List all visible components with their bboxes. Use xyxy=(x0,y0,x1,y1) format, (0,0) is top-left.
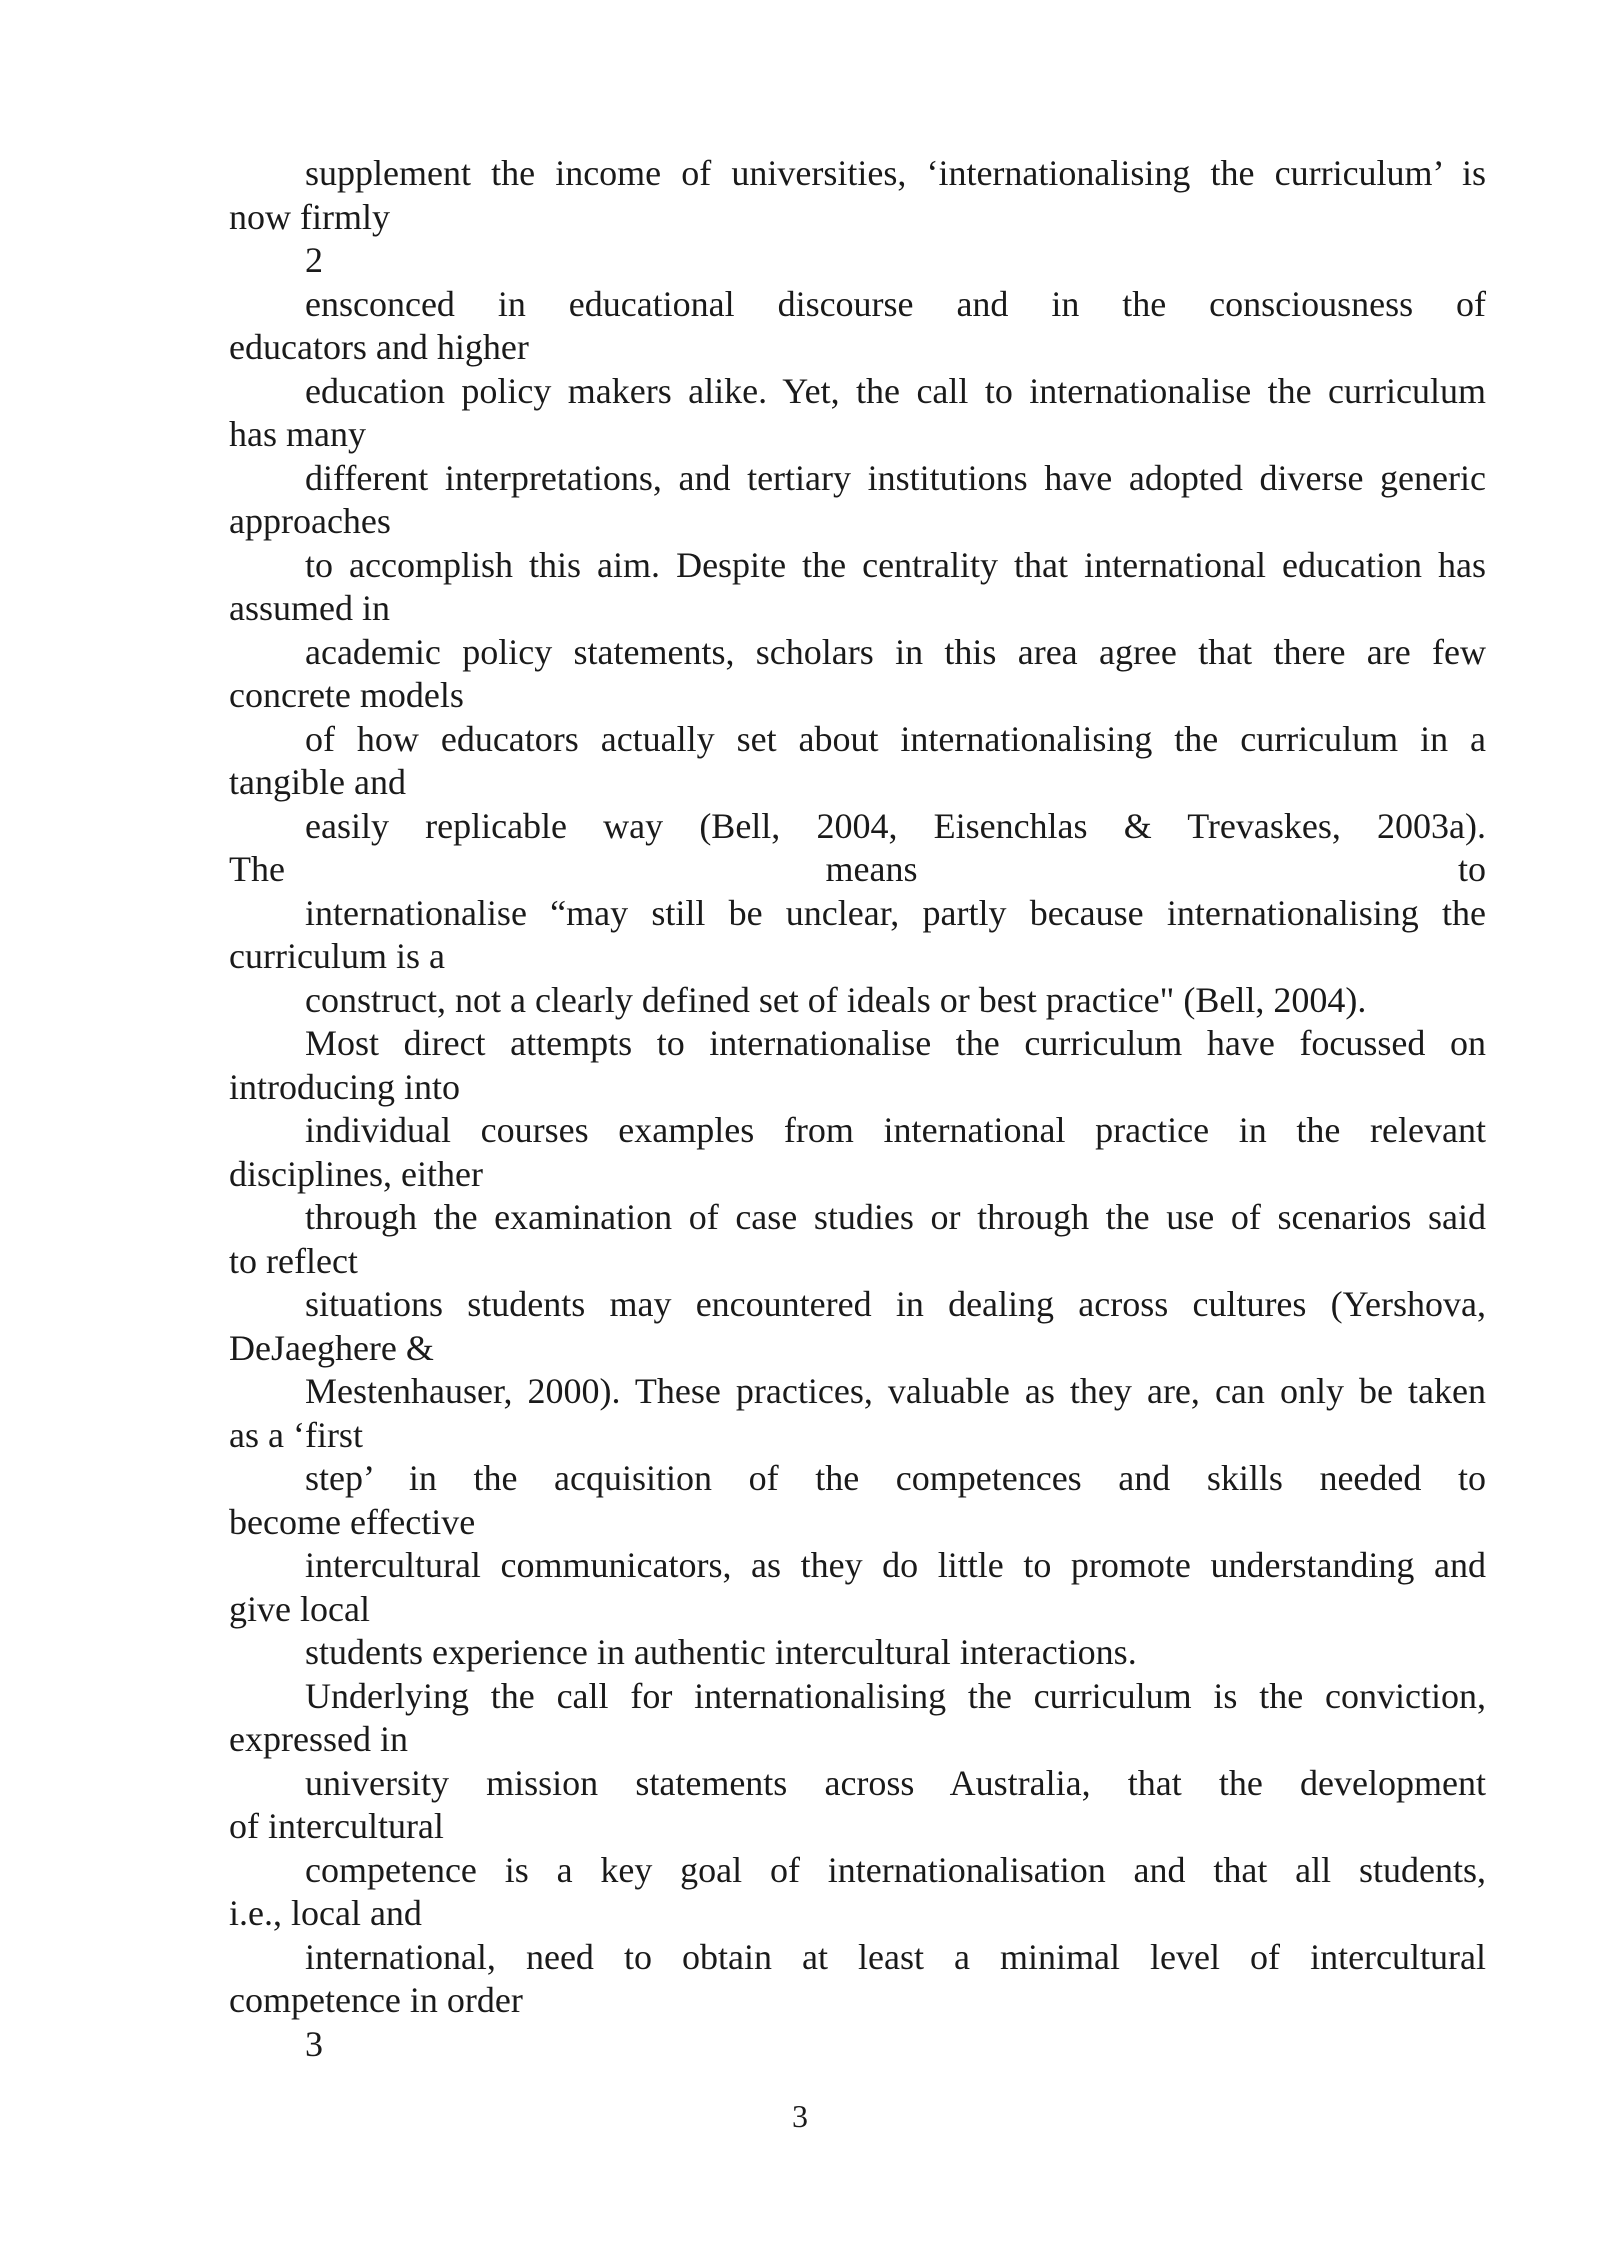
text-line: educators and higher xyxy=(229,327,529,367)
text-line: has many xyxy=(229,414,366,454)
text-line: education policy makers alike. Yet, the call to internationalise the curriculum xyxy=(305,370,1486,411)
text-line: competence in order xyxy=(229,1980,523,2020)
text-line: ensconced in educational discourse and in the consciousness of xyxy=(305,283,1486,324)
text-line: expressed in xyxy=(229,1719,408,1759)
text-line: step’ in the acquisition of the competences and skills needed to xyxy=(305,1458,1486,1498)
text-line: i.e., local and xyxy=(229,1893,422,1933)
body-text xyxy=(229,152,1486,2066)
text-line: internationalise “may still be unclear, partly because internationalising the xyxy=(305,892,1486,933)
text-line: Most direct attempts to internationalise the curriculum have focussed on xyxy=(305,1023,1486,1063)
text-line: assumed in xyxy=(229,588,390,628)
text-line: different interpretations, and tertiary institutions have adopted diverse generic xyxy=(305,457,1486,498)
text-line: 2 xyxy=(305,240,323,280)
text-line: intercultural communicators, as they do little to promote understanding and xyxy=(305,1545,1486,1585)
text-line: supplement the income of universities, ‘internationalising the curriculum’ is xyxy=(305,153,1486,193)
text-line: academic policy statements, scholars in this area agree that there are few xyxy=(305,631,1486,672)
text-line: to reflect xyxy=(229,1240,358,1281)
text-line: through the examination of case studies or through the use of scenarios said xyxy=(305,1197,1486,1237)
text-line: DeJaeghere & xyxy=(229,1327,434,1368)
text-line: Underlying the call for internationalising the curriculum is the conviction, xyxy=(305,1675,1486,1716)
text-line: concrete models xyxy=(229,675,464,715)
text-line: easily replicable way (Bell, 2004, Eisenchlas & Trevaskes, 2003a). xyxy=(305,805,1486,846)
text-line: of intercultural xyxy=(229,1806,444,1846)
text-line: university mission statements across Australia, that the development xyxy=(305,1762,1486,1803)
text-line: tangible and xyxy=(229,762,406,802)
text-line: construct, not a clearly defined set of ideals or best practice" (Bell, 2004). xyxy=(305,979,1367,1020)
text-line: introducing into xyxy=(229,1066,460,1107)
text-line: approaches xyxy=(229,501,391,541)
text-line: become effective xyxy=(229,1501,476,1542)
page-number: 3 xyxy=(792,2098,808,2134)
text-line: international, need to obtain at least a minimal level of intercultural xyxy=(305,1936,1486,1977)
text-line: now firmly xyxy=(229,196,390,237)
text-line: students experience in authentic intercultural interactions. xyxy=(305,1632,1137,1672)
text-line: give local xyxy=(229,1588,370,1629)
text-line: curriculum is a xyxy=(229,936,445,976)
text-line: to accomplish this aim. Despite the centrality that international education has xyxy=(305,544,1486,585)
text-line: disciplines, either xyxy=(229,1153,483,1194)
text-line: situations students may encountered in dealing across cultures (Yershova, xyxy=(305,1284,1486,1324)
text-line: Mestenhauser, 2000). These practices, valuable as they are, can only be taken xyxy=(305,1371,1486,1411)
text-line: as a ‘first xyxy=(229,1414,363,1455)
text-line: 3 xyxy=(305,2023,323,2064)
text-line: individual courses examples from international practice in the relevant xyxy=(305,1110,1486,1150)
text-line: competence is a key goal of internationalisation and that all students, xyxy=(305,1849,1486,1890)
text-line: of how educators actually set about internationalising the curriculum in a xyxy=(305,718,1486,759)
text-line: The means to xyxy=(229,849,1486,889)
